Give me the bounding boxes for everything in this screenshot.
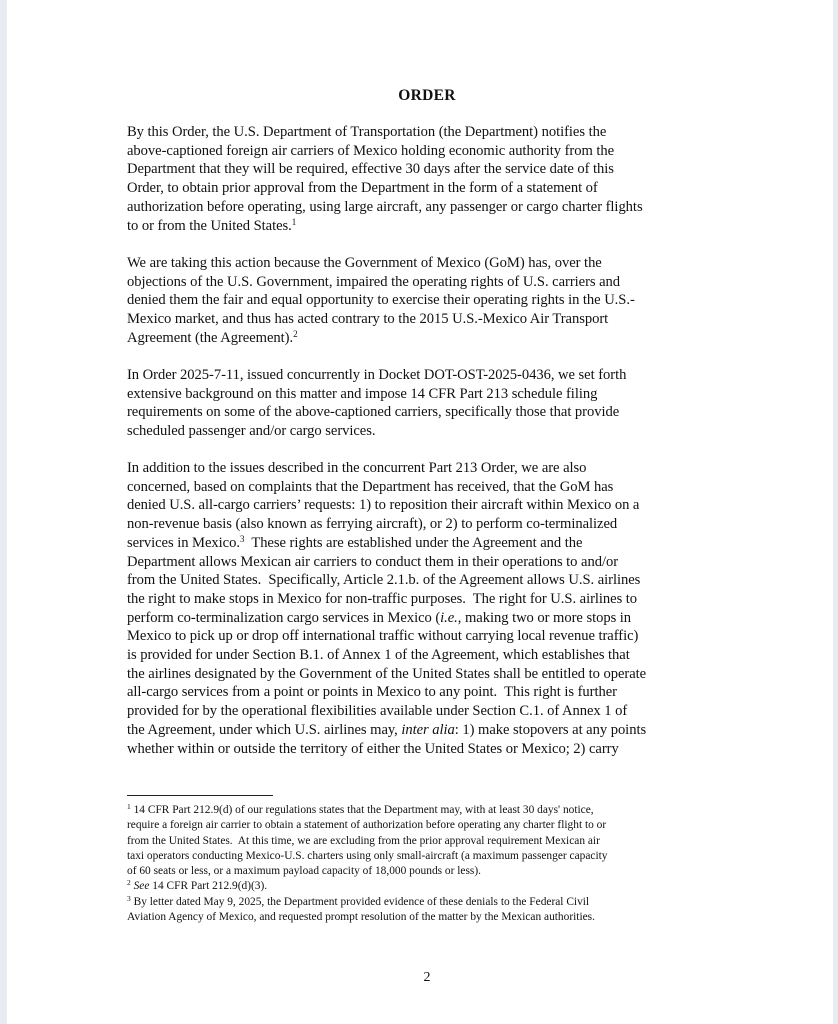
paragraph-rationale: [127, 254, 727, 348]
paragraph-background: [127, 366, 727, 441]
text-line: [127, 534, 727, 553]
text-line: denied U.S. all-cargo carriers’ requests: 1) to reposition their aircraft within Mexico on a: [127, 497, 640, 514]
order-heading: ORDER: [398, 87, 456, 104]
text-line: Mexico market, and thus has acted contrary to the 2015 U.S.-Mexico Air Transport: [127, 311, 609, 328]
paragraph-cargo-rights: [127, 459, 727, 758]
footnote-1-line: of 60 seats or less, or a maximum payload capacity of 18,000 pounds or less).: [127, 865, 481, 878]
text-line: [127, 609, 727, 628]
text-segment: perform co-terminalization cargo services in Mexico (: [127, 609, 441, 626]
footnote-3-line: [127, 895, 727, 910]
text-line: is provided for under Section B.1. of Annex 1 of the Agreement, which establishes that: [127, 647, 630, 664]
document-page: [7, 0, 833, 1024]
footnote-text: 14 CFR Part 212.9(d) of our regulations states that the Department may, with at least 30 days' notice,: [133, 804, 594, 816]
footnote-number: 1: [127, 802, 131, 811]
text-line: all-cargo services from a point or points in Mexico to any point. This right is further: [127, 684, 617, 701]
text-line: the airlines designated by the Government of the United States shall be entitled to operate: [127, 665, 647, 682]
text-line: authorization before operating, using large aircraft, any passenger or cargo charter flights: [127, 198, 643, 215]
footnote-1-line: taxi operators conducting Mexico-U.S. charters using only small-aircraft (a maximum passenger capacity: [127, 849, 608, 862]
italic-text: See: [133, 880, 150, 893]
footnote-text: By letter dated May 9, 2025, the Department provided evidence of these denials to the Federal Civil: [133, 895, 590, 908]
footnote-number: 3: [127, 893, 131, 903]
footnote-ref-2[interactable]: 2: [293, 328, 298, 339]
footnote-separator: [127, 795, 273, 796]
footnote-number: 2: [127, 878, 131, 888]
text-line: By this Order, the U.S. Department of Transportation (the Department) notifies the: [127, 124, 607, 140]
text-line: [127, 329, 727, 348]
text-line: the right to make stops in Mexico for non-traffic purposes. The right for U.S. airlines to: [127, 590, 638, 607]
paragraph-intro: [127, 123, 727, 235]
text-line: In addition to the issues described in the concurrent Part 213 Order, we are also: [127, 460, 587, 476]
text-line: provided for by the operational flexibilities available under Section C.1. of Annex 1 of: [127, 703, 628, 720]
text-line: requirements on some of the above-captioned carriers, specifically those that provide: [127, 404, 620, 421]
text-line: whether within or outside the territory of either the United States or Mexico; 2) carry: [127, 740, 619, 757]
footnote-ref-1[interactable]: 1: [291, 216, 297, 227]
page-number: 2: [423, 970, 431, 985]
text-line: objections of the U.S. Government, impaired the operating rights of U.S. carriers and: [127, 273, 621, 290]
footnote-text: 14 CFR Part 212.9(d)(3).: [149, 880, 268, 893]
text-segment: : 1) make stopovers at any points: [454, 721, 647, 738]
text-line: Department that they will be required, effective 30 days after the service date of this: [127, 161, 614, 178]
italic-text: i.e.: [440, 609, 458, 626]
text-line: [127, 721, 727, 740]
footnotes: [127, 803, 727, 925]
text-line: Department allows Mexican air carriers to conduct them in their operations to and/or: [127, 553, 619, 570]
text-segment: the Agreement, under which U.S. airlines may,: [127, 721, 402, 738]
footnote-3-line: Aviation Agency of Mexico, and requested prompt resolution of the matter by the Mexican authorities.: [127, 911, 595, 924]
text-segment: Agreement (the Agreement).: [127, 329, 294, 346]
italic-text: inter alia: [401, 721, 455, 738]
text-line: from the United States. Specifically, Article 2.1.b. of the Agreement allows U.S. airlines: [127, 572, 641, 589]
footnote-1-line: from the United States. At this time, we are excluding from the prior approval requirement Mexican air: [127, 834, 600, 847]
footnote-1-line: [127, 803, 727, 818]
text-segment: , making two or more stops in: [457, 609, 632, 626]
text-line: Order, to obtain prior approval from the Department in the form of a statement of: [127, 180, 598, 197]
text-line: non-revenue basis (also known as ferrying aircraft), or 2) to perform co-terminalized: [127, 516, 618, 533]
text-line: extensive background on this matter and impose 14 CFR Part 213 schedule filing: [127, 385, 598, 402]
text-line: denied them the fair and equal opportunity to exercise their operating rights in the U.S.-: [127, 292, 635, 309]
footnote-2-line: [127, 879, 727, 894]
footnote-ref-3[interactable]: 3: [239, 533, 245, 544]
text-segment: to or from the United States.: [127, 217, 292, 234]
text-segment: These rights are established under the Agreement and the: [244, 534, 583, 551]
text-line: [127, 217, 727, 236]
text-line: We are taking this action because the Government of Mexico (GoM) has, over the: [127, 255, 602, 271]
text-line: concerned, based on complaints that the Department has received, that the GoM has: [127, 478, 614, 495]
text-line: scheduled passenger and/or cargo services.: [127, 423, 376, 440]
text-segment: services in Mexico.: [127, 534, 240, 551]
text-line: above-captioned foreign air carriers of Mexico holding economic authority from the: [127, 142, 615, 159]
text-line: In Order 2025-7-11, issued concurrently in Docket DOT-OST-2025-0436, we set forth: [127, 367, 627, 383]
text-line: Mexico to pick up or drop off international traffic without carrying local revenue traffic): [127, 628, 639, 645]
footnote-1-line: require a foreign air carrier to obtain a statement of authorization before operating any charter flight to or: [127, 819, 607, 832]
